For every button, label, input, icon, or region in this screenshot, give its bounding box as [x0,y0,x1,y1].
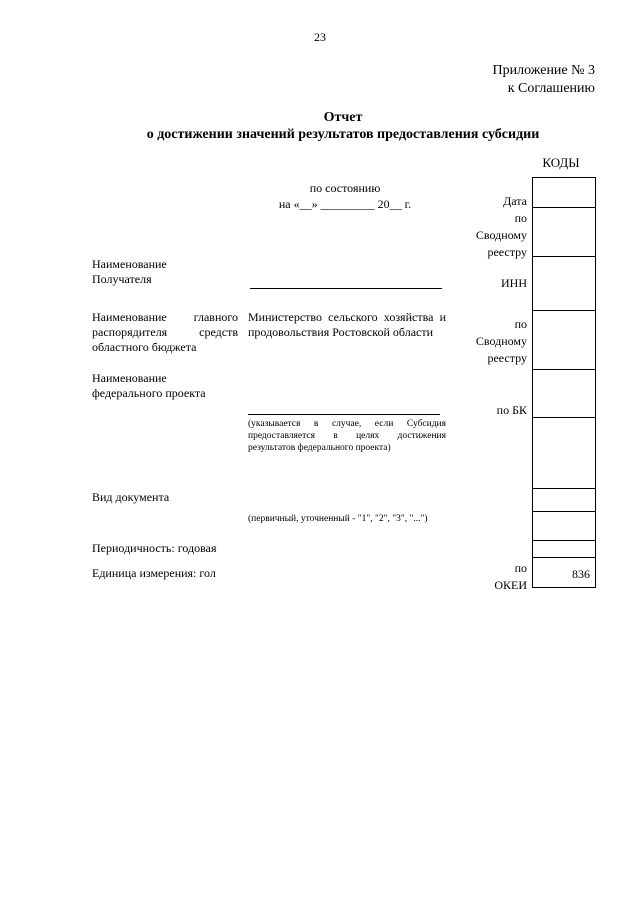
recipient-label: Наименование Получателя [92,257,167,286]
bk-label: по БК [496,403,527,417]
report-subtitle: о достижении значений результатов предоставления субсидии [146,127,540,142]
project-label: Наименование федерального проекта [92,371,206,400]
codes-divider [532,540,596,541]
appendix-line-1: Приложение № 3 [492,63,595,78]
svod-label-line: реестру [487,351,527,365]
as-of-line-1: по состоянию [309,181,381,195]
as-of-date [250,180,440,212]
page-number: 23 [314,30,326,44]
okei-label [494,560,527,594]
periodicity-label: Периодичность: годовая [92,541,217,555]
codes-table [532,177,596,588]
okei-label-line: по [514,561,527,575]
codes-divider [532,417,596,418]
unit-label: Единица измерения: гол [92,566,216,580]
codes-divider [532,369,596,370]
doc-type-label: Вид документа [92,490,170,504]
recipient-underline [250,288,442,289]
inn-label: ИНН [501,276,527,290]
appendix-note [493,62,596,98]
svod-label-line: по [514,211,527,225]
doc-type-note: (первичный, уточненный - "1", "2", "3", "...") [248,514,428,524]
project-note: (указывается в случае, если Субсидия предоставляется в целях достижения результатов федерального проекта) [248,419,446,453]
svod-label-line: Сводному [475,334,527,348]
codes-divider [532,256,596,257]
codes-divider [532,310,596,311]
report-title: Отчет [323,110,363,125]
codes-divider [532,557,596,558]
as-of-line-2: на «__» _________ 20__ г. [278,197,412,211]
svod-registry-label-2 [476,316,527,367]
okei-label-line: ОКЕИ [494,578,527,592]
svod-label-line: Сводному [475,228,527,242]
codes-header: КОДЫ [542,155,580,170]
project-underline [248,414,440,415]
codes-divider [532,511,596,512]
codes-divider [532,488,596,489]
codes-divider [532,207,596,208]
manager-value: Министерство сельского хозяйства и продовольствия Ростовской области [248,310,446,339]
date-label: Дата [503,194,527,208]
svod-label-line: реестру [487,245,527,259]
svod-registry-label-1 [476,210,527,261]
okei-code-value: 836 [572,567,590,581]
appendix-line-2: к Соглашению [507,81,595,96]
svod-label-line: по [514,317,527,331]
manager-label: Наименование главного распорядителя средств областного бюджета [92,310,238,354]
